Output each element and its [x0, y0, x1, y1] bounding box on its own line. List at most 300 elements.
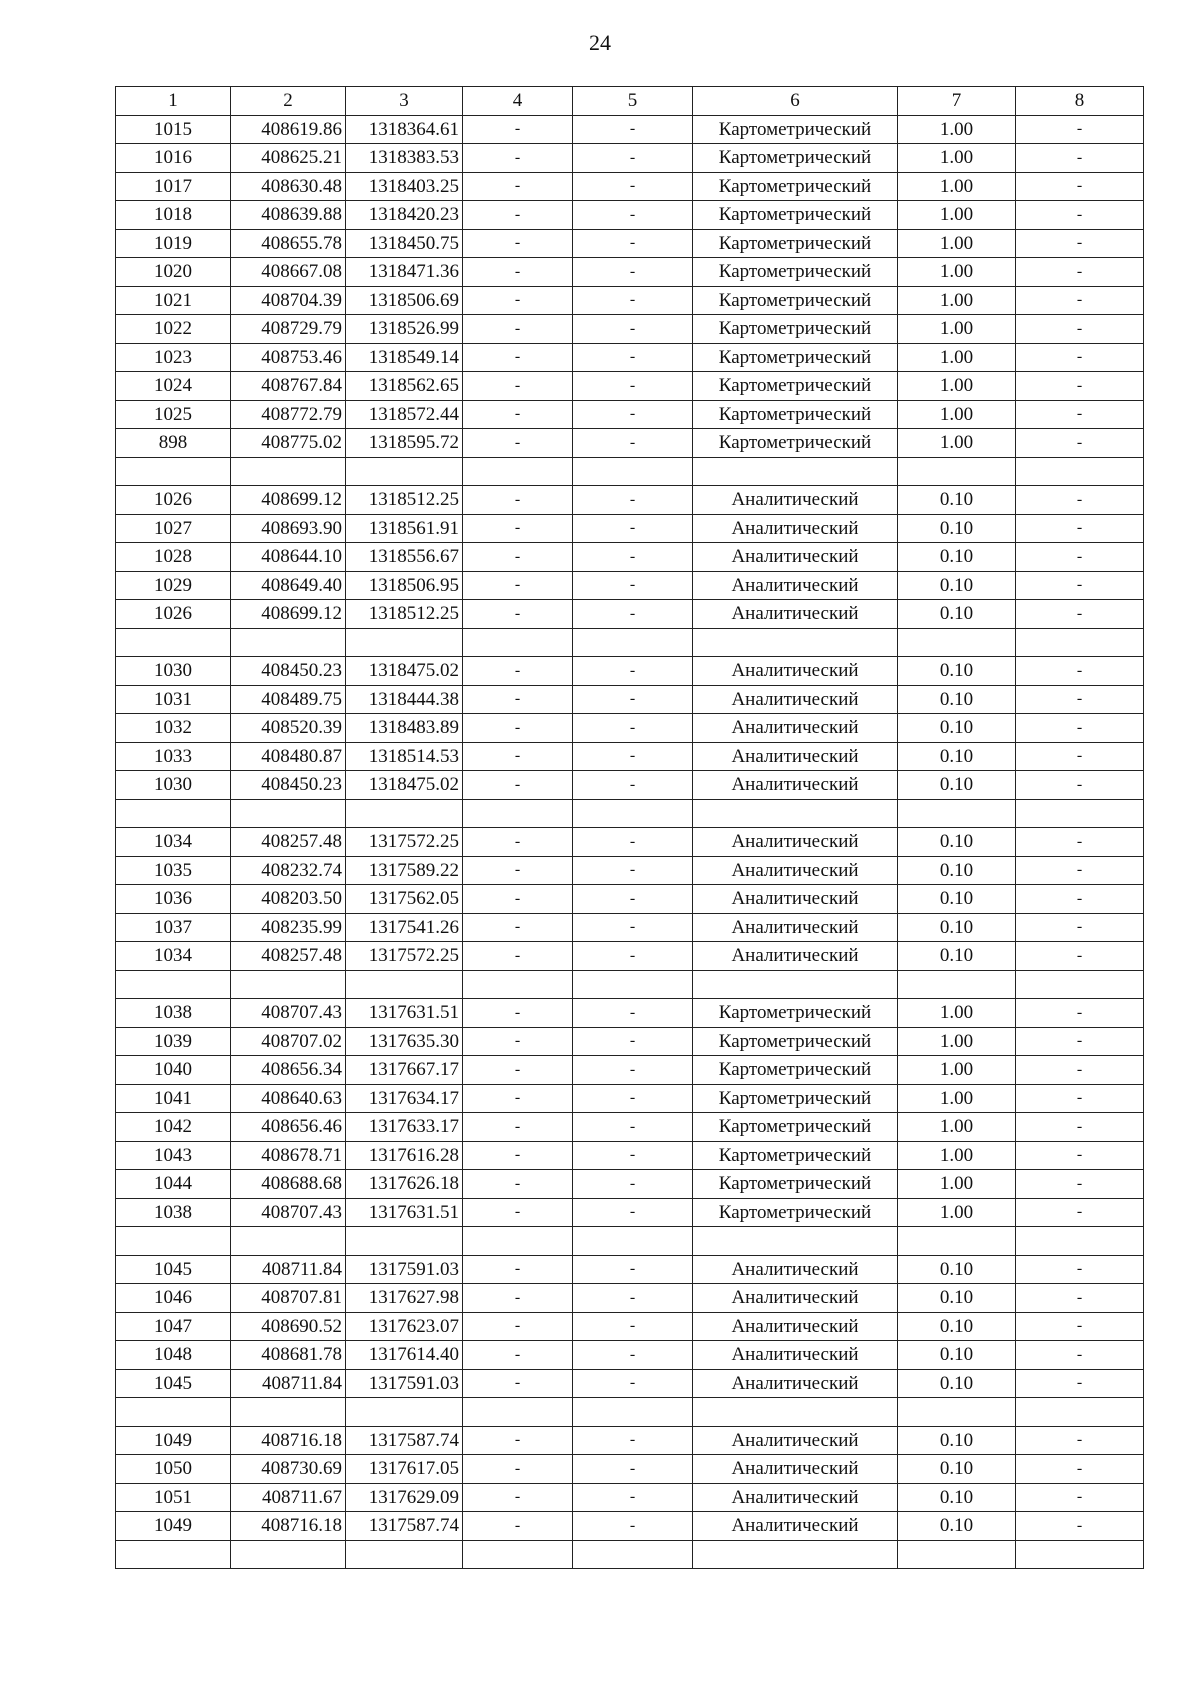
y-coordinate-cell: 1318526.99 — [346, 315, 463, 344]
table-row — [116, 1027, 1144, 1056]
column-5-cell: - — [573, 429, 693, 458]
method-cell: Картометрический — [693, 1027, 898, 1056]
column-4-cell: - — [463, 1056, 573, 1085]
column-4-cell: - — [463, 315, 573, 344]
y-coordinate-cell: 1317631.51 — [346, 1198, 463, 1227]
column-4-cell: - — [463, 1198, 573, 1227]
column-4-cell: - — [463, 771, 573, 800]
column-4-cell: - — [463, 400, 573, 429]
column-8-cell — [1016, 1227, 1144, 1256]
point-number-cell: 1033 — [116, 742, 231, 771]
column-4-cell — [463, 457, 573, 486]
table-row — [116, 372, 1144, 401]
point-number-cell: 1035 — [116, 856, 231, 885]
column-5-cell: - — [573, 685, 693, 714]
table-row — [116, 1170, 1144, 1199]
table-row — [116, 913, 1144, 942]
method-cell: Картометрический — [693, 258, 898, 287]
column-5-cell: - — [573, 1483, 693, 1512]
y-coordinate-cell: 1318561.91 — [346, 514, 463, 543]
x-coordinate-cell: 408704.39 — [231, 286, 346, 315]
column-8-cell: - — [1016, 1170, 1144, 1199]
table-row — [116, 144, 1144, 173]
point-number-cell: 1025 — [116, 400, 231, 429]
column-header: 2 — [231, 87, 346, 116]
y-coordinate-cell: 1317633.17 — [346, 1113, 463, 1142]
point-number-cell: 1037 — [116, 913, 231, 942]
x-coordinate-cell: 408235.99 — [231, 913, 346, 942]
column-4-cell — [463, 628, 573, 657]
accuracy-cell: 1.00 — [898, 1113, 1016, 1142]
column-8-cell: - — [1016, 543, 1144, 572]
column-8-cell: - — [1016, 115, 1144, 144]
method-cell: Аналитический — [693, 885, 898, 914]
column-8-cell: - — [1016, 172, 1144, 201]
column-4-cell: - — [463, 942, 573, 971]
column-8-cell: - — [1016, 229, 1144, 258]
column-5-cell: - — [573, 999, 693, 1028]
method-cell: Аналитический — [693, 856, 898, 885]
x-coordinate-cell: 408655.78 — [231, 229, 346, 258]
table-row — [116, 1113, 1144, 1142]
x-coordinate-cell — [231, 457, 346, 486]
table-row — [116, 1255, 1144, 1284]
y-coordinate-cell: 1317589.22 — [346, 856, 463, 885]
x-coordinate-cell: 408772.79 — [231, 400, 346, 429]
accuracy-cell: 0.10 — [898, 657, 1016, 686]
table-row — [116, 1227, 1144, 1256]
column-5-cell: - — [573, 771, 693, 800]
column-5-cell: - — [573, 486, 693, 515]
column-8-cell: - — [1016, 885, 1144, 914]
column-4-cell: - — [463, 286, 573, 315]
method-cell — [693, 1227, 898, 1256]
table-row — [116, 514, 1144, 543]
column-4-cell: - — [463, 1113, 573, 1142]
point-number-cell: 1049 — [116, 1426, 231, 1455]
accuracy-cell: 1.00 — [898, 1084, 1016, 1113]
column-8-cell: - — [1016, 286, 1144, 315]
column-5-cell: - — [573, 1426, 693, 1455]
table-row — [116, 799, 1144, 828]
column-4-cell: - — [463, 429, 573, 458]
method-cell: Аналитический — [693, 1255, 898, 1284]
accuracy-cell: 1.00 — [898, 1198, 1016, 1227]
point-number-cell: 1049 — [116, 1512, 231, 1541]
accuracy-cell: 1.00 — [898, 229, 1016, 258]
x-coordinate-cell: 408232.74 — [231, 856, 346, 885]
column-8-cell: - — [1016, 1284, 1144, 1313]
x-coordinate-cell: 408640.63 — [231, 1084, 346, 1113]
column-8-cell: - — [1016, 1056, 1144, 1085]
point-number-cell: 1039 — [116, 1027, 231, 1056]
x-coordinate-cell: 408450.23 — [231, 771, 346, 800]
point-number-cell — [116, 628, 231, 657]
y-coordinate-cell: 1318514.53 — [346, 742, 463, 771]
accuracy-cell: 0.10 — [898, 885, 1016, 914]
accuracy-cell: 0.10 — [898, 1284, 1016, 1313]
method-cell: Картометрический — [693, 1170, 898, 1199]
x-coordinate-cell: 408203.50 — [231, 885, 346, 914]
x-coordinate-cell: 408753.46 — [231, 343, 346, 372]
column-5-cell: - — [573, 1284, 693, 1313]
column-5-cell: - — [573, 1369, 693, 1398]
point-number-cell — [116, 1227, 231, 1256]
column-8-cell: - — [1016, 201, 1144, 230]
column-5-cell: - — [573, 1084, 693, 1113]
table-row — [116, 1084, 1144, 1113]
table-row — [116, 486, 1144, 515]
table-row — [116, 600, 1144, 629]
point-number-cell: 1040 — [116, 1056, 231, 1085]
column-5-cell: - — [573, 543, 693, 572]
x-coordinate-cell: 408690.52 — [231, 1312, 346, 1341]
x-coordinate-cell: 408678.71 — [231, 1141, 346, 1170]
column-header: 5 — [573, 87, 693, 116]
method-cell: Аналитический — [693, 1426, 898, 1455]
column-8-cell: - — [1016, 1426, 1144, 1455]
x-coordinate-cell: 408450.23 — [231, 657, 346, 686]
table-row — [116, 828, 1144, 857]
method-cell: Аналитический — [693, 913, 898, 942]
column-4-cell: - — [463, 1027, 573, 1056]
column-8-cell: - — [1016, 685, 1144, 714]
y-coordinate-cell: 1317635.30 — [346, 1027, 463, 1056]
column-8-cell: - — [1016, 372, 1144, 401]
column-5-cell: - — [573, 514, 693, 543]
x-coordinate-cell: 408639.88 — [231, 201, 346, 230]
table-row — [116, 942, 1144, 971]
method-cell: Картометрический — [693, 400, 898, 429]
point-number-cell: 1015 — [116, 115, 231, 144]
x-coordinate-cell: 408688.68 — [231, 1170, 346, 1199]
x-coordinate-cell: 408699.12 — [231, 600, 346, 629]
column-4-cell: - — [463, 999, 573, 1028]
accuracy-cell: 1.00 — [898, 286, 1016, 315]
method-cell: Аналитический — [693, 1312, 898, 1341]
column-8-cell: - — [1016, 856, 1144, 885]
method-cell: Картометрический — [693, 229, 898, 258]
column-4-cell: - — [463, 1084, 573, 1113]
column-4-cell: - — [463, 1255, 573, 1284]
column-5-cell — [573, 1540, 693, 1569]
point-number-cell: 1041 — [116, 1084, 231, 1113]
y-coordinate-cell — [346, 628, 463, 657]
point-number-cell: 1021 — [116, 286, 231, 315]
point-number-cell: 1034 — [116, 828, 231, 857]
column-4-cell: - — [463, 115, 573, 144]
y-coordinate-cell — [346, 970, 463, 999]
table-row — [116, 1540, 1144, 1569]
accuracy-cell: 0.10 — [898, 1255, 1016, 1284]
y-coordinate-cell: 1318444.38 — [346, 685, 463, 714]
column-4-cell: - — [463, 1483, 573, 1512]
point-number-cell: 1034 — [116, 942, 231, 971]
column-5-cell: - — [573, 286, 693, 315]
method-cell: Аналитический — [693, 1284, 898, 1313]
column-5-cell: - — [573, 1455, 693, 1484]
y-coordinate-cell: 1317667.17 — [346, 1056, 463, 1085]
y-coordinate-cell: 1318595.72 — [346, 429, 463, 458]
x-coordinate-cell: 408716.18 — [231, 1512, 346, 1541]
y-coordinate-cell: 1317591.03 — [346, 1255, 463, 1284]
accuracy-cell — [898, 1540, 1016, 1569]
y-coordinate-cell: 1317562.05 — [346, 885, 463, 914]
accuracy-cell: 1.00 — [898, 999, 1016, 1028]
column-8-cell: - — [1016, 771, 1144, 800]
table-row — [116, 970, 1144, 999]
y-coordinate-cell — [346, 799, 463, 828]
y-coordinate-cell: 1318403.25 — [346, 172, 463, 201]
column-8-cell: - — [1016, 258, 1144, 287]
x-coordinate-cell: 408707.43 — [231, 1198, 346, 1227]
y-coordinate-cell: 1318483.89 — [346, 714, 463, 743]
column-8-cell: - — [1016, 942, 1144, 971]
point-number-cell: 1019 — [116, 229, 231, 258]
x-coordinate-cell: 408480.87 — [231, 742, 346, 771]
x-coordinate-cell: 408707.02 — [231, 1027, 346, 1056]
point-number-cell: 1018 — [116, 201, 231, 230]
y-coordinate-cell: 1317634.17 — [346, 1084, 463, 1113]
table-header-row — [116, 87, 1144, 116]
y-coordinate-cell: 1318364.61 — [346, 115, 463, 144]
y-coordinate-cell: 1317572.25 — [346, 942, 463, 971]
point-number-cell: 1047 — [116, 1312, 231, 1341]
table-row — [116, 657, 1144, 686]
column-5-cell: - — [573, 942, 693, 971]
table-row — [116, 315, 1144, 344]
method-cell: Аналитический — [693, 714, 898, 743]
column-5-cell: - — [573, 1312, 693, 1341]
column-5-cell — [573, 457, 693, 486]
accuracy-cell: 1.00 — [898, 115, 1016, 144]
y-coordinate-cell: 1318572.44 — [346, 400, 463, 429]
accuracy-cell — [898, 1398, 1016, 1427]
column-8-cell: - — [1016, 1198, 1144, 1227]
column-8-cell: - — [1016, 343, 1144, 372]
column-8-cell — [1016, 799, 1144, 828]
table-row — [116, 771, 1144, 800]
method-cell: Картометрический — [693, 999, 898, 1028]
table-row — [116, 1141, 1144, 1170]
x-coordinate-cell — [231, 799, 346, 828]
y-coordinate-cell: 1318549.14 — [346, 343, 463, 372]
x-coordinate-cell: 408257.48 — [231, 828, 346, 857]
y-coordinate-cell: 1317627.98 — [346, 1284, 463, 1313]
accuracy-cell: 0.10 — [898, 714, 1016, 743]
x-coordinate-cell: 408520.39 — [231, 714, 346, 743]
accuracy-cell: 0.10 — [898, 514, 1016, 543]
point-number-cell: 1038 — [116, 999, 231, 1028]
accuracy-cell: 0.10 — [898, 571, 1016, 600]
method-cell: Аналитический — [693, 571, 898, 600]
column-4-cell — [463, 1398, 573, 1427]
column-5-cell: - — [573, 400, 693, 429]
column-8-cell: - — [1016, 657, 1144, 686]
y-coordinate-cell: 1318475.02 — [346, 657, 463, 686]
accuracy-cell: 1.00 — [898, 372, 1016, 401]
column-8-cell: - — [1016, 571, 1144, 600]
column-8-cell: - — [1016, 742, 1144, 771]
table-row — [116, 1284, 1144, 1313]
y-coordinate-cell: 1318506.69 — [346, 286, 463, 315]
accuracy-cell: 0.10 — [898, 1312, 1016, 1341]
column-5-cell: - — [573, 172, 693, 201]
accuracy-cell — [898, 799, 1016, 828]
table-row — [116, 885, 1144, 914]
column-4-cell: - — [463, 714, 573, 743]
x-coordinate-cell: 408711.84 — [231, 1255, 346, 1284]
column-4-cell: - — [463, 1455, 573, 1484]
accuracy-cell: 0.10 — [898, 1455, 1016, 1484]
column-8-cell: - — [1016, 1084, 1144, 1113]
column-8-cell: - — [1016, 514, 1144, 543]
column-8-cell: - — [1016, 913, 1144, 942]
column-8-cell — [1016, 628, 1144, 657]
accuracy-cell: 0.10 — [898, 685, 1016, 714]
table-row — [116, 400, 1144, 429]
table-row — [116, 1512, 1144, 1541]
method-cell: Картометрический — [693, 1084, 898, 1113]
column-4-cell: - — [463, 1512, 573, 1541]
column-5-cell: - — [573, 1056, 693, 1085]
x-coordinate-cell: 408489.75 — [231, 685, 346, 714]
method-cell: Аналитический — [693, 657, 898, 686]
column-8-cell: - — [1016, 1027, 1144, 1056]
column-5-cell: - — [573, 885, 693, 914]
column-5-cell: - — [573, 1141, 693, 1170]
point-number-cell: 1016 — [116, 144, 231, 173]
column-4-cell: - — [463, 856, 573, 885]
column-5-cell: - — [573, 258, 693, 287]
column-8-cell: - — [1016, 828, 1144, 857]
column-8-cell: - — [1016, 1255, 1144, 1284]
column-8-cell: - — [1016, 429, 1144, 458]
method-cell — [693, 799, 898, 828]
accuracy-cell: 0.10 — [898, 486, 1016, 515]
y-coordinate-cell: 1318475.02 — [346, 771, 463, 800]
column-4-cell: - — [463, 144, 573, 173]
method-cell: Картометрический — [693, 315, 898, 344]
column-8-cell — [1016, 970, 1144, 999]
table-row — [116, 1455, 1144, 1484]
x-coordinate-cell: 408625.21 — [231, 144, 346, 173]
x-coordinate-cell: 408630.48 — [231, 172, 346, 201]
method-cell: Аналитический — [693, 1369, 898, 1398]
column-8-cell: - — [1016, 999, 1144, 1028]
table-row — [116, 714, 1144, 743]
y-coordinate-cell: 1318383.53 — [346, 144, 463, 173]
column-5-cell: - — [573, 372, 693, 401]
column-5-cell: - — [573, 657, 693, 686]
y-coordinate-cell: 1317616.28 — [346, 1141, 463, 1170]
point-number-cell — [116, 1540, 231, 1569]
column-8-cell: - — [1016, 144, 1144, 173]
table-row — [116, 343, 1144, 372]
table-row — [116, 543, 1144, 572]
method-cell: Аналитический — [693, 1483, 898, 1512]
y-coordinate-cell: 1317629.09 — [346, 1483, 463, 1512]
column-8-cell: - — [1016, 486, 1144, 515]
y-coordinate-cell — [346, 457, 463, 486]
column-5-cell: - — [573, 913, 693, 942]
y-coordinate-cell: 1317572.25 — [346, 828, 463, 857]
column-5-cell — [573, 970, 693, 999]
x-coordinate-cell — [231, 628, 346, 657]
x-coordinate-cell: 408707.81 — [231, 1284, 346, 1313]
accuracy-cell — [898, 628, 1016, 657]
column-5-cell: - — [573, 600, 693, 629]
accuracy-cell: 0.10 — [898, 856, 1016, 885]
method-cell: Картометрический — [693, 1141, 898, 1170]
method-cell: Аналитический — [693, 543, 898, 572]
column-4-cell: - — [463, 1284, 573, 1313]
column-4-cell: - — [463, 1426, 573, 1455]
point-number-cell: 1022 — [116, 315, 231, 344]
column-4-cell: - — [463, 258, 573, 287]
method-cell: Картометрический — [693, 286, 898, 315]
column-4-cell: - — [463, 1369, 573, 1398]
y-coordinate-cell — [346, 1540, 463, 1569]
point-number-cell: 1030 — [116, 657, 231, 686]
accuracy-cell: 1.00 — [898, 1056, 1016, 1085]
coordinates-table — [115, 86, 1144, 1569]
method-cell — [693, 1540, 898, 1569]
method-cell: Картометрический — [693, 343, 898, 372]
table-row — [116, 628, 1144, 657]
column-4-cell: - — [463, 828, 573, 857]
x-coordinate-cell: 408716.18 — [231, 1426, 346, 1455]
point-number-cell: 1051 — [116, 1483, 231, 1512]
y-coordinate-cell — [346, 1398, 463, 1427]
accuracy-cell: 0.10 — [898, 913, 1016, 942]
column-header: 1 — [116, 87, 231, 116]
point-number-cell: 898 — [116, 429, 231, 458]
method-cell: Аналитический — [693, 1455, 898, 1484]
method-cell: Картометрический — [693, 144, 898, 173]
table-row — [116, 201, 1144, 230]
accuracy-cell — [898, 457, 1016, 486]
column-4-cell — [463, 1227, 573, 1256]
point-number-cell: 1048 — [116, 1341, 231, 1370]
point-number-cell: 1038 — [116, 1198, 231, 1227]
accuracy-cell: 1.00 — [898, 429, 1016, 458]
column-4-cell: - — [463, 885, 573, 914]
point-number-cell: 1023 — [116, 343, 231, 372]
x-coordinate-cell — [231, 970, 346, 999]
column-5-cell: - — [573, 1170, 693, 1199]
method-cell: Аналитический — [693, 486, 898, 515]
table-row — [116, 457, 1144, 486]
x-coordinate-cell: 408711.67 — [231, 1483, 346, 1512]
column-4-cell: - — [463, 1170, 573, 1199]
x-coordinate-cell: 408644.10 — [231, 543, 346, 572]
column-8-cell: - — [1016, 1512, 1144, 1541]
table-row — [116, 115, 1144, 144]
x-coordinate-cell: 408656.46 — [231, 1113, 346, 1142]
x-coordinate-cell: 408707.43 — [231, 999, 346, 1028]
x-coordinate-cell — [231, 1540, 346, 1569]
point-number-cell — [116, 970, 231, 999]
column-4-cell: - — [463, 1312, 573, 1341]
method-cell: Картометрический — [693, 1113, 898, 1142]
method-cell: Картометрический — [693, 1056, 898, 1085]
column-4-cell: - — [463, 685, 573, 714]
column-5-cell: - — [573, 1198, 693, 1227]
accuracy-cell: 0.10 — [898, 1341, 1016, 1370]
method-cell: Картометрический — [693, 201, 898, 230]
y-coordinate-cell: 1317587.74 — [346, 1512, 463, 1541]
